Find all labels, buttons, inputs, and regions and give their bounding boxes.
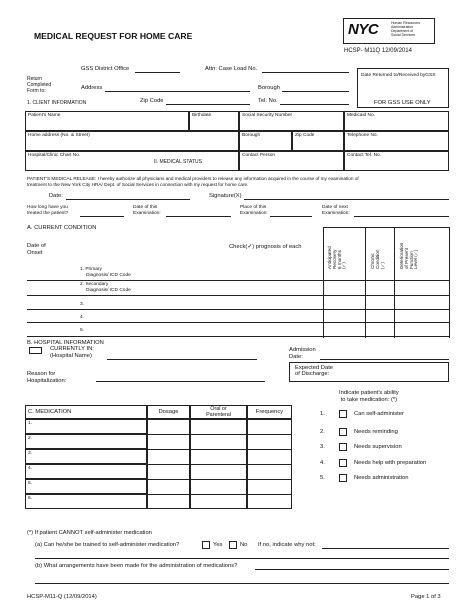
- case-load-label: Attn: Case Load No.: [205, 66, 258, 72]
- med-grid-line: [147, 434, 292, 435]
- frequency-header: Frequency: [247, 405, 292, 419]
- currently-in-checkbox[interactable]: [29, 347, 42, 354]
- footer-form-code: HCSP-M11-Q (12/09/2014): [27, 594, 97, 600]
- med-grid-line: [147, 449, 292, 450]
- patient-name-cell[interactable]: Patient's Name: [25, 111, 189, 131]
- for-gss-label: FOR GSS USE ONLY: [374, 100, 431, 106]
- condition-col-line-4: [449, 227, 450, 338]
- gss-use-box: [357, 68, 449, 108]
- primary-icd-label: Diagnosis/ ICD Code: [86, 273, 131, 278]
- question-b-extra-line[interactable]: [35, 583, 449, 584]
- how-long-field[interactable]: [80, 216, 124, 217]
- client-section-label: 1. CLIENT INFORMATION: [27, 100, 87, 106]
- option-4-label: Needs help with preparation: [354, 460, 427, 466]
- option-5-label: Needs administration: [354, 475, 409, 481]
- med-grid-line: [147, 464, 292, 465]
- page-number: Page 1 of 3: [411, 594, 441, 600]
- zip-label: Zip Code: [140, 98, 164, 104]
- medication-row[interactable]: 4.: [25, 464, 147, 479]
- case-load-field[interactable]: [262, 72, 349, 73]
- secondary-row-label: 2. Secondary: [80, 282, 109, 287]
- admission-field[interactable]: [320, 359, 449, 360]
- option-2-num: 2.: [320, 429, 325, 435]
- hospital-name-field[interactable]: [107, 359, 257, 360]
- medical-status-label: II. MEDICAL STATUS: [154, 159, 202, 165]
- exam-date-label: Date of this Examination:: [133, 205, 161, 216]
- release-text-1: PATIENT'S MEDICAL RELEASE: I hereby authorize all physicians and medical providers to release any information acquired in the course of my examination of: [27, 176, 359, 181]
- condition-row-2[interactable]: [27, 295, 449, 296]
- question-b-field[interactable]: [255, 569, 449, 570]
- condition-row-3[interactable]: [27, 309, 449, 310]
- if-no-label: If no, indicate why not:: [258, 542, 316, 548]
- currently-in-label: CURRENTLY IN:: [50, 346, 94, 352]
- onset-label: Date of Onset: [27, 243, 46, 256]
- medication-header: C. MEDICATION: [25, 405, 147, 419]
- next-exam-field[interactable]: [354, 216, 449, 217]
- primary-row-label: 1. Primary: [80, 267, 102, 272]
- release-date-label: Date:: [49, 193, 63, 199]
- hospital-title: B. HOSPITAL INFORMATION: [27, 340, 104, 346]
- hospital-name-label: (Hospital Name): [50, 353, 92, 359]
- form-title: MEDICAL REQUEST FOR HOME CARE: [34, 31, 193, 41]
- reason-label: Reason for Hospitalization:: [27, 371, 67, 384]
- signature-field[interactable]: [244, 199, 449, 200]
- ssn-cell[interactable]: Social Security Number: [239, 111, 344, 131]
- option-5-num: 5.: [320, 475, 325, 481]
- oral-header: Oral or Parenteral: [190, 405, 247, 419]
- med-grid-line: [147, 494, 292, 495]
- option-1-label: Can self-administer: [354, 411, 404, 417]
- condition-row-1[interactable]: [27, 280, 449, 281]
- exam-date-field[interactable]: [166, 216, 231, 217]
- deterioration-header: Deterioration of Present Function Level (✓): [399, 242, 419, 269]
- medication-row[interactable]: 5.: [25, 479, 147, 494]
- chart-no-cell[interactable]: Hospital/Clinic Chart No. II. MEDICAL STATUS: [25, 151, 239, 171]
- condition-header-top: [323, 227, 449, 228]
- borough-field[interactable]: [282, 91, 349, 92]
- zip-field[interactable]: [166, 104, 250, 105]
- exam-place-field[interactable]: [270, 216, 312, 217]
- tel-field[interactable]: [280, 104, 349, 105]
- signature-label: Signature(X): [209, 193, 242, 199]
- option-1-num: 1.: [320, 411, 325, 417]
- contact-tel-cell[interactable]: Contact Tel. No.: [344, 151, 449, 171]
- reason-field[interactable]: [96, 381, 265, 382]
- borough-label: Borough: [258, 85, 280, 91]
- borough-cell[interactable]: Borough: [239, 131, 292, 151]
- anticipated-recovery-header: Anticipated Recovery 6 months (✓): [327, 246, 347, 269]
- birthdate-cell[interactable]: Birthdate: [189, 111, 239, 131]
- cannot-self-administer-note: (*) If patient CANNOT self-administer medication: [27, 530, 152, 536]
- nyc-logo: NYC: [348, 21, 379, 38]
- address-label: Address: [81, 85, 103, 91]
- can-self-administer-checkbox[interactable]: [339, 410, 347, 418]
- condition-row-5-label: 5.: [80, 328, 85, 333]
- medication-row[interactable]: 1.: [25, 419, 147, 434]
- med-grid-line: [147, 479, 292, 480]
- needs-administration-checkbox[interactable]: [339, 474, 347, 482]
- medication-row[interactable]: 6.: [25, 494, 147, 509]
- form-code: HCSP- M11Q 12/09/2014: [344, 48, 412, 54]
- no-label: No: [240, 542, 248, 548]
- option-2-label: Needs reminding: [354, 429, 398, 435]
- if-no-field[interactable]: [322, 548, 449, 549]
- secondary-icd-label: Diagnosis/ ICD Code: [86, 288, 131, 293]
- dosage-header: Dosage: [147, 405, 190, 419]
- exam-place-label: Place of this Examination:: [240, 205, 268, 216]
- condition-row-5[interactable]: [27, 336, 449, 337]
- condition-title: A. CURRENT CONDITION: [27, 225, 97, 231]
- medication-row[interactable]: 2.: [25, 434, 147, 449]
- ability-title: Indicate patient's ability to take medication: (*): [339, 390, 399, 403]
- expected-discharge-box[interactable]: [289, 362, 449, 382]
- agency-logo-box: [343, 18, 435, 44]
- release-text-2: treatment to the New York City HRA/ Dept. of Social Services in connection with my request for home care.: [27, 182, 249, 187]
- question-a: (a) Can he/she be trained to self-administer medication?: [35, 542, 180, 548]
- needs-reminding-checkbox[interactable]: [339, 428, 347, 436]
- question-b: (b) What arrangements have been made for the administration of medications?: [35, 563, 238, 569]
- condition-row-4-label: 4.: [80, 315, 85, 320]
- option-4-num: 4.: [320, 460, 325, 466]
- needs-supervision-checkbox[interactable]: [339, 443, 347, 451]
- release-date-field[interactable]: [66, 199, 190, 200]
- yes-checkbox[interactable]: [202, 541, 210, 549]
- date-returned-label: Date Returned to/Received byGSS: [361, 73, 436, 78]
- no-checkbox[interactable]: [229, 541, 237, 549]
- gss-office-field[interactable]: [135, 72, 180, 73]
- condition-row-4[interactable]: [27, 322, 449, 323]
- agency-name: Human Resources Administration Department of Social Services: [391, 21, 420, 37]
- telephone-cell[interactable]: Telephone No.: [344, 131, 449, 151]
- condition-row-3-label: 3.: [80, 302, 85, 307]
- return-label: Return Completed Form to:: [27, 76, 52, 94]
- tel-label: Tel. No.: [258, 98, 278, 104]
- next-exam-label: Date of next Examination:: [322, 205, 350, 216]
- yes-label: Yes: [213, 542, 223, 548]
- home-address-cell[interactable]: Home address (No. & Street): [25, 131, 239, 151]
- expected-label: Expected Date of Discharge:: [295, 365, 334, 377]
- admission-label: Admission Date:: [289, 347, 316, 360]
- medication-row[interactable]: 3.: [25, 449, 147, 464]
- address-field[interactable]: [105, 91, 250, 92]
- chronic-condition-header: Chronic Condition (✓): [370, 249, 385, 269]
- question-a-extra-line[interactable]: [35, 558, 449, 559]
- needs-help-checkbox[interactable]: [339, 459, 347, 467]
- option-3-num: 3.: [320, 444, 325, 450]
- how-long-label: How long have you treated the patient?: [27, 205, 69, 216]
- option-3-label: Needs supervision: [354, 444, 402, 450]
- contact-person-cell[interactable]: Contact Person: [239, 151, 344, 171]
- zip-cell[interactable]: Zip Code: [292, 131, 344, 151]
- prognosis-label: Check(✓) prognosis of each: [229, 244, 302, 250]
- medicaid-cell[interactable]: Medicaid No.: [344, 111, 449, 131]
- gss-office-label: GSS District Office: [81, 66, 130, 72]
